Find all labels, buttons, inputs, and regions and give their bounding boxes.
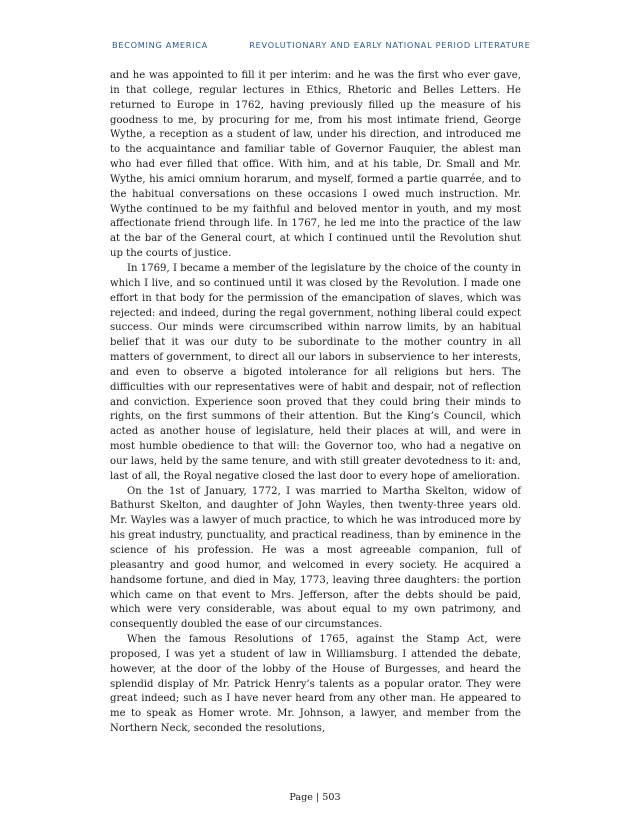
- section-title: REVOLUTIONARY AND EARLY NATIONAL PERIOD LITERATURE: [249, 40, 531, 50]
- paragraph-3: On the 1st of January, 1772, I was married to Martha Skelton, widow of Bathurst Skelton, and daughter of John Wayles, then twenty-three years old. Mr. Wayles was a lawyer of much practice, to which he was introduced more by his great industry, punctuality, and practical readiness, than by eminence in the science of his profession. He was a most agreeable companion, full of pleasantry and good humor, and welcomed in every society. He acquired a handsome fortune, and died in May, 1773, leaving three daughters: the portion which came on that event to Mrs. Jefferson, after the debts should be paid, which were very considerable, was about equal to my own patrimony, and consequently doubled the ease of our circumstances.: [110, 485, 521, 631]
- series-title: BECOMING AMERICA: [112, 40, 208, 50]
- page-number: Page | 503: [289, 792, 341, 803]
- paragraph-4: When the famous Resolutions of 1765, against the Stamp Act, were proposed, I was yet a student of law in Williamsburg. I attended the debate, however, at the door of the lobby of the House of Burgesses, and heard the splendid display of Mr. Patrick Henry’s talents as a popular orator. They were great indeed; such as I have never heard from any other man. He appeared to me to speak as Homer wrote. Mr. Johnson, a lawyer, and member from the Northern Neck, seconded the resolutions,: [110, 634, 521, 735]
- body-text: [110, 69, 521, 737]
- paragraph-2: In 1769, I became a member of the legislature by the choice of the county in which I live, and so continued until it was closed by the Revolution. I made one effort in that body for the permission of the emancipation of slaves, which was rejected: and indeed, during the regal government, nothing liberal could expect success. Our minds were circumscribed within narrow limits, by an habitual belief that it was our duty to be subordinate to the mother country in all matters of government, to direct all our labors in subservience to her interests, and even to observe a bigoted intolerance for all religions but hers. The difficulties with our representatives were of habit and despair, not of reflection and conviction. Experience soon proved that they could bring their minds to rights, on the first summons of their attention. But the King’s Council, which acted as another house of legislature, held their places at will, and were in most humble obedience to that will: the Governor too, who had a negative on our laws, held by the same tenure, and with still greater devotedness to it: and, last of all, the Royal negative closed the last door to every hope of amelioration.: [110, 262, 521, 482]
- paragraph-1: and he was appointed to fill it per interim: and he was the first who ever gave, in that college, regular lectures in Ethics, Rhetoric and Belles Letters. He returned to Europe in 1762, having previously filled up the measure of his goodness to me, by procuring for me, from his most intimate friend, George Wythe, a reception as a student of law, under his direction, and introduced me to the acquaintance and familiar table of Governor Fauquier, the ablest man who had ever filled that office. With him, and at his table, Dr. Small and Mr. Wythe, his amici omnium horarum, and myself, formed a partie quarrée, and to the habitual conversations on these occasions I owed much instruction. Mr. Wythe continued to be my faithful and beloved mentor in youth, and my most affectionate friend through life. In 1767, he led me into the practice of the law at the bar of the General court, at which I continued until the Revolution shut up the courts of justice.: [110, 70, 521, 260]
- running-header: [112, 40, 532, 50]
